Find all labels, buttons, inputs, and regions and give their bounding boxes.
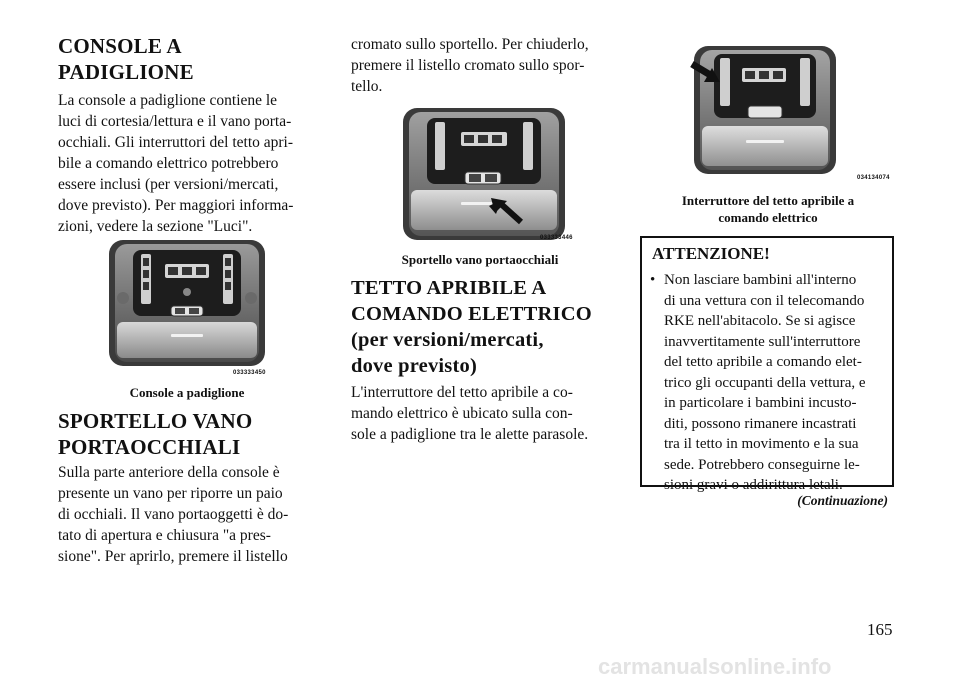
text-line: sione". Per aprirlo, premere il listello <box>58 548 288 565</box>
paragraph-tetto <box>351 382 609 445</box>
overhead-console-image <box>107 238 267 378</box>
text-line: zioni, vedere la sezione "Luci". <box>58 218 253 235</box>
sunglasses-bin-image <box>399 106 575 242</box>
text-line: cromato sullo sportello. Per chiuderlo, <box>351 36 589 53</box>
warning-line: sioni gravi o addirittura letali. <box>664 477 843 493</box>
text-line: presente un vano per riporre un paio <box>58 485 283 502</box>
warning-line: sede. Potrebbero conseguirne le- <box>664 456 860 473</box>
watermark: carmanualsonline.info <box>598 654 832 679</box>
heading-line: (per versioni/mercati, <box>351 329 544 351</box>
text-line: mando elettrico è ubicato sulla con- <box>351 405 573 422</box>
overhead-console-illustration <box>107 238 267 378</box>
text-line: Sulla parte anteriore della console è <box>58 464 280 481</box>
text-line: bile a comando elettrico potrebbero <box>58 155 279 172</box>
sunroof-switch-image <box>690 42 840 182</box>
heading-line: dove previsto) <box>351 355 477 377</box>
text-line: essere inclusi (per versioni/mercati, <box>58 176 279 193</box>
heading-console-a-padiglione <box>58 33 316 85</box>
caption-line: comando elettrico <box>718 210 818 225</box>
image-code-3: 034134074 <box>857 175 890 181</box>
caption-console-a-padiglione: Console a padiglione <box>129 385 245 400</box>
paragraph-continued <box>351 34 609 97</box>
text-line: luci di cortesia/lettura e il vano porta- <box>58 113 292 130</box>
warning-line: di una vettura con il telecomando <box>664 292 865 309</box>
heading-text: CONSOLE A PADIGLIONE <box>58 34 194 84</box>
warning-line: tra il tetto in movimento e la sua <box>664 436 859 452</box>
warning-line: inavvertitamente sull'interruttore <box>664 333 861 350</box>
caption-sportello-vano-portaocchiali: Sportello vano portaocchiali <box>401 252 559 267</box>
warning-title: ATTENZIONE! <box>652 244 770 263</box>
warning-line: Non lasciare bambini all'interno <box>664 272 857 288</box>
warning-line: diti, possono rimanere incastrati <box>664 415 857 432</box>
caption-interruttore-tetto <box>640 192 896 226</box>
image-code-1: 033333450 <box>233 370 266 376</box>
text-line: tato di apertura e chiusura "a pres- <box>58 527 271 544</box>
text-line: premere il listello cromato sullo spor- <box>351 57 585 74</box>
warning-line: del tetto apribile a comando elet- <box>664 354 862 370</box>
warning-box <box>640 236 894 493</box>
text-line: La console a padiglione contiene le <box>58 92 278 109</box>
warning-line: trico gli occupanti della vettura, e <box>664 374 866 391</box>
text-line: di occhiali. Il vano portaoggetti è do- <box>58 506 289 523</box>
sunroof-switch-illustration <box>690 42 840 182</box>
warning-line: in particolare i bambini incusto- <box>664 395 857 411</box>
text-line: dove previsto). Per maggiori informa- <box>58 197 294 214</box>
heading-tetto-apribile <box>351 275 609 379</box>
paragraph-console <box>58 90 316 237</box>
text-line: sole a padiglione tra le alette parasole. <box>351 426 589 443</box>
sunglasses-bin-illustration <box>399 106 575 242</box>
caption-line: Interruttore del tetto apribile a <box>681 193 855 208</box>
page-number: 165 <box>867 620 893 639</box>
text-line: tello. <box>351 78 383 95</box>
continuation-note: (Continuazione) <box>797 493 888 508</box>
text-line: occhiali. Gli interruttori del tetto apri- <box>58 134 294 151</box>
heading-line: COMANDO ELETTRICO <box>351 303 592 325</box>
heading-text: SPORTELLO VANO PORTAOCCHIALI <box>58 409 253 459</box>
bullet-icon: • <box>650 272 656 288</box>
heading-line: TETTO APRIBILE A <box>351 277 547 299</box>
warning-list <box>650 270 890 496</box>
warning-line: RKE nell'abitacolo. Se si agisce <box>664 313 856 329</box>
heading-sportello-vano-portaocchiali <box>58 408 316 460</box>
image-code-2: 033333446 <box>540 235 573 241</box>
paragraph-sportello <box>58 462 316 567</box>
text-line: L'interruttore del tetto apribile a co- <box>351 384 573 401</box>
